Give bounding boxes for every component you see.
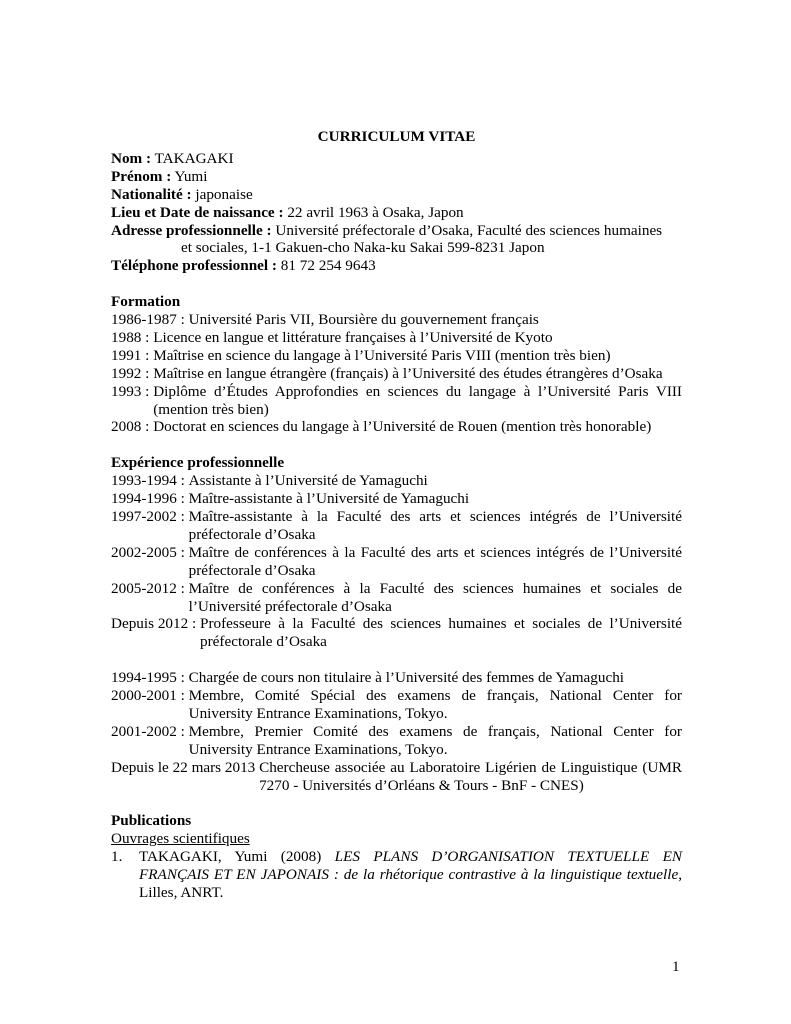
phone-label: Téléphone professionnel :	[111, 257, 277, 275]
nationality-line	[111, 186, 682, 204]
address-value-1: Université préfectorale d’Osaka, Faculté des sciences humaines	[271, 221, 663, 239]
experience-item-text: Assistante à l’Université de Yamaguchi	[188, 472, 428, 490]
experience-item	[111, 490, 682, 508]
experience-item	[111, 472, 682, 490]
experience-heading: Expérience professionnelle	[111, 454, 285, 472]
address-line-2: et sociales, 1-1 Gakuen-cho Naka-ku Sakai 599-8231 Japon	[181, 239, 545, 257]
experience-item-text: Chercheuse associée au Laboratoire Ligérien de Linguistique (UMR 7270 - Universités d’Orléans & Tours - BnF - CNES)	[259, 758, 682, 794]
nationality-label: Nationalité :	[111, 185, 192, 203]
experience-item-text: Professeure à la Faculté des sciences humaines et sociales de l’Université préfectorale d’Osaka	[200, 615, 682, 651]
experience-item-text: Membre, Comité Spécial des examens de français, National Center for University Entrance Examinations, Tokyo.	[188, 687, 682, 722]
birth-value: 22 avril 1963 à Osaka, Japon	[283, 203, 464, 221]
experience-item-label: 1997-2002 :	[111, 508, 189, 525]
formation-item-text: Maîtrise en langue étrangère (français) à l’Université des études étrangères d’Osaka	[153, 364, 663, 382]
publication-rest: , Lilles, ANRT.	[139, 866, 682, 901]
formation-item-text: Diplôme d’Études Approfondies en sciences du langage à l’Université Paris VIII (mention très bien)	[153, 382, 682, 418]
experience-item-label: 2000-2001 :	[111, 687, 189, 705]
publication-text	[139, 848, 682, 902]
experience-item	[111, 687, 682, 723]
experience-item-label: 2005-2012 :	[111, 579, 189, 597]
address-line-1	[111, 222, 682, 240]
publications-subheading: Ouvrages scientifiques	[111, 830, 250, 848]
formation-item-label: 1992 :	[111, 364, 154, 382]
experience-item	[111, 759, 682, 795]
formation-item-label: 1991 :	[111, 346, 154, 364]
experience-item	[111, 669, 682, 687]
page-number: 1	[672, 958, 680, 975]
formation-item-text: Doctorat en sciences du langage à l’Université de Rouen (mention très honorable)	[153, 418, 652, 436]
experience-item-label: 2001-2002 :	[111, 722, 189, 740]
identity-block	[111, 150, 682, 275]
address-label: Adresse professionnelle :	[111, 221, 272, 239]
experience-item-label: 1994-1995 :	[111, 669, 189, 687]
cv-page	[111, 128, 682, 902]
formation-item	[111, 365, 682, 383]
publications-heading: Publications	[111, 812, 192, 830]
phone-line	[111, 257, 682, 275]
publications-section	[111, 812, 682, 902]
experience-item-text: Maître de conférences à la Faculté des sciences humaines et sociales de l’Université préfectorale d’Osaka	[188, 579, 682, 615]
publication-item	[111, 848, 682, 902]
experience-item-label: 1993-1994 :	[111, 472, 189, 490]
name-line	[111, 150, 682, 168]
formation-item-label: 1986-1987 :	[111, 311, 189, 329]
formation-section	[111, 293, 682, 436]
experience-section	[111, 454, 682, 794]
name-label: Nom :	[111, 149, 152, 167]
birth-line	[111, 204, 682, 222]
publication-author: TAKAGAKI, Yumi (2008)	[139, 848, 335, 866]
experience-item-text: Maître-assistante à la Faculté des arts et sciences intégrés de l’Université préfectorale d’Osaka	[188, 508, 682, 543]
experience-item	[111, 723, 682, 759]
formation-item-text: Maîtrise en science du langage à l’Université Paris VIII (mention très bien)	[153, 346, 611, 364]
name-value: TAKAGAKI	[151, 149, 234, 167]
formation-heading: Formation	[111, 293, 181, 311]
firstname-line	[111, 168, 682, 186]
experience-item-label: Depuis le 22 mars 2013	[111, 758, 260, 776]
experience-item	[111, 508, 682, 544]
document-title: CURRICULUM VITAE	[317, 128, 476, 145]
experience-item-text: Membre, Premier Comité des examens de français, National Center for University Entrance Examinations, Tokyo.	[188, 722, 682, 758]
firstname-value: Yumi	[171, 167, 208, 185]
formation-item-label: 2008 :	[111, 418, 154, 436]
formation-item	[111, 311, 682, 329]
formation-item	[111, 329, 682, 347]
experience-item	[111, 544, 682, 580]
experience-item-text: Maître-assistante à l’Université de Yamaguchi	[188, 490, 470, 508]
formation-item-text: Licence en langue et littérature françaises à l’Université de Kyoto	[153, 328, 553, 346]
experience-item-text: Maître de conférences à la Faculté des arts et sciences intégrés de l’Université préfectorale d’Osaka	[188, 543, 682, 579]
nationality-value: japonaise	[191, 185, 253, 203]
experience-item-text: Chargée de cours non titulaire à l’Université des femmes de Yamaguchi	[188, 669, 625, 687]
formation-item-label: 1993 :	[111, 382, 154, 400]
experience-item-label: 2002-2005 :	[111, 543, 189, 561]
experience-item	[111, 615, 682, 651]
formation-item-text: Université Paris VII, Boursière du gouvernement français	[188, 311, 539, 329]
firstname-label: Prénom :	[111, 167, 172, 185]
formation-item-label: 1988 :	[111, 328, 154, 346]
experience-item	[111, 580, 682, 616]
publication-number: 1.	[111, 848, 123, 866]
publication-title: LES PLANS D’ORGANISATION TEXTUELLE EN FRANÇAIS ET EN JAPONAIS : de la rhétorique contrastive à la linguistique textuelle	[139, 848, 682, 884]
formation-item	[111, 347, 682, 365]
experience-item-label: 1994-1996 :	[111, 490, 189, 508]
birth-label: Lieu et Date de naissance :	[111, 203, 284, 221]
formation-item	[111, 418, 682, 436]
experience-item-label: Depuis 2012 :	[111, 615, 201, 633]
spacer	[111, 651, 682, 669]
formation-item	[111, 383, 682, 419]
phone-value: 81 72 254 9643	[276, 257, 376, 275]
